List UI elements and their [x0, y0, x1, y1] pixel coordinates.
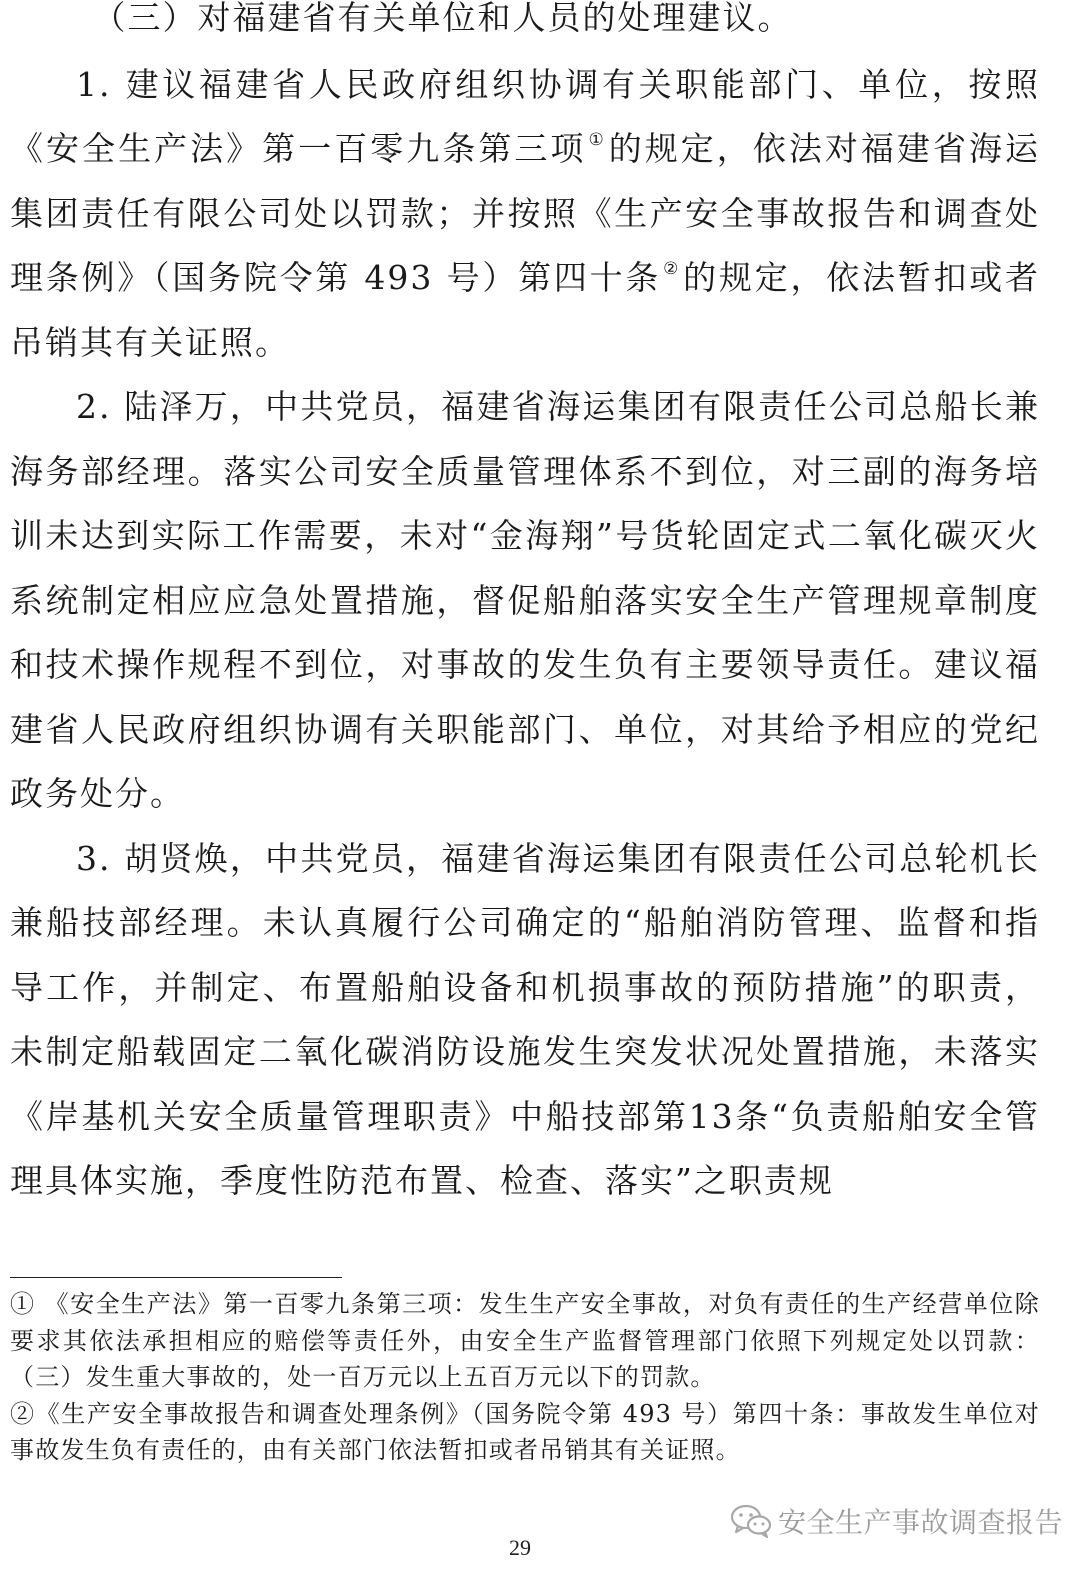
- footnote-1: ① 《安全生产法》第一百零九条第三项：发生生产安全事故，对负有责任的生产经营单位除要求其依法承担相应的赔偿等责任外，由安全生产监督管理部门依照下列规定处以罚款：（三）发生重大事故的，处一百万元以上五百万元以下的罚款。: [10, 1290, 1040, 1391]
- item-1-text-c: 的规定，依法暂扣或者吊销其有关证照。: [10, 258, 1041, 362]
- paragraph-item-1: [10, 53, 1040, 376]
- paragraph-item-2: 2. 陆泽万，中共党员，福建省海运集团有限责任公司总船长兼海务部经理。落实公司安全质量管理体系不到位，对三副的海务培训未达到实际工作需要，未对“金海翔”号货轮固定式二氧化碳灭火系统制定相应应急处置措施，督促船舶落实安全生产管理规章制度和技术操作规程不到位，对事故的发生负有主要领导责任。建议福建省人民政府组织协调有关职能部门、单位，对其给予相应的党纪政务处分。: [10, 387, 1040, 813]
- footnote-divider: [10, 1277, 342, 1278]
- footnote-ref-2: ②: [663, 259, 682, 279]
- page-number: 29: [509, 1535, 531, 1560]
- item-1-text-a: 1. 建议福建省人民政府组织协调有关职能部门、单位，按照《安全生产法》第一百零九条第三项: [10, 64, 1040, 168]
- footnote-ref-1: ①: [588, 130, 607, 150]
- paragraph-item-3: 3. 胡贤焕，中共党员，福建省海运集团有限责任公司总轮机长兼船技部经理。未认真履行公司确定的“船舶消防管理、监督和指导工作，并制定、布置船舶设备和机损事故的预防措施”的职责，未制定船载固定二氧化碳消防设施发生突发状况处置措施，未落实《岸基机关安全质量管理职责》中船技部第13条“负责船舶安全管理具体实施，季度性防范布置、检查、落实”之职责规: [10, 838, 1040, 1200]
- watermark-text: 安全生产事故调查报告: [778, 1506, 1064, 1539]
- item-1-text-b: 的规定，依法对福建省海运集团责任有限公司处以罚款；并按照《生产安全事故报告和调查处理条例》（国务院令第 493 号）第四十条: [10, 129, 1041, 297]
- wechat-icon: [730, 1503, 772, 1539]
- footnotes: [10, 1286, 1040, 1469]
- document-body: [10, 0, 1040, 1214]
- section-heading: （三）对福建省有关单位和人员的处理建议。: [92, 0, 793, 37]
- footnote-2: ②《生产安全事故报告和调查处理条例》（国务院令第 493 号）第四十条：事故发生单位对事故发生负有责任的，由有关部门依法暂扣或者吊销其有关证照。: [10, 1399, 1040, 1464]
